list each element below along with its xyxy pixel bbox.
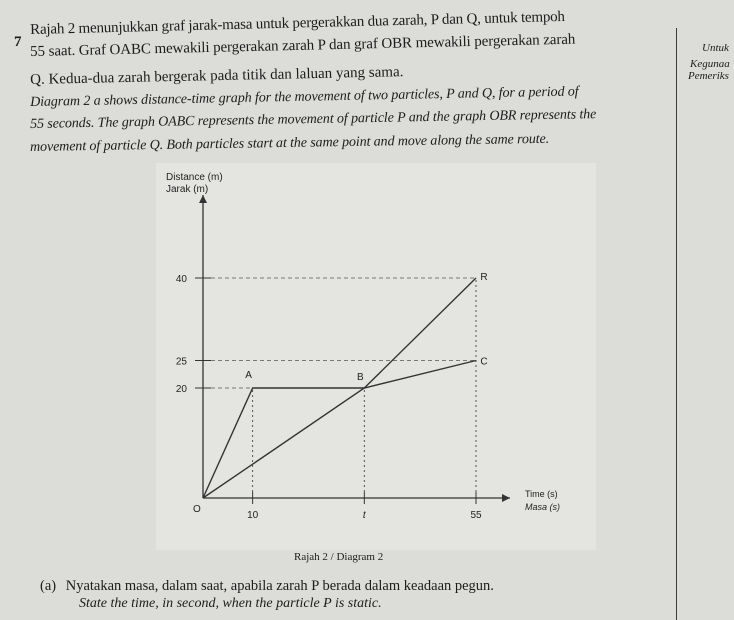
- origin-label: O: [193, 504, 201, 515]
- x-tick-label-55: 55: [470, 510, 482, 521]
- margin-label-untuk: Untuk: [702, 42, 729, 54]
- part-a-english: State the time, in second, when the particle P is static.: [79, 596, 382, 611]
- point-label-A: A: [245, 370, 252, 381]
- y-axis-label-malay: Jarak (m): [166, 184, 209, 195]
- english-line-3: movement of particle Q. Both particles start at the same point and move along the same route.: [30, 131, 550, 155]
- part-a-malay: Nyatakan masa, dalam saat, apabila zarah P berada dalam keadaan pegun.: [65, 578, 494, 594]
- question-number: 7: [14, 34, 22, 50]
- x-axis-label: Time (s): [525, 489, 558, 499]
- part-a-question: [40, 578, 494, 595]
- y-tick-label-25: 25: [175, 356, 187, 368]
- point-label-R: R: [480, 272, 488, 283]
- english-line-1: Diagram 2 a shows distance-time graph for the movement of two particles, P and Q, for a period of: [30, 84, 579, 110]
- point-label-C: C: [480, 356, 488, 368]
- part-a-label: (a): [40, 578, 57, 594]
- x-tick-label-t: t: [362, 510, 366, 521]
- english-line-2: 55 seconds. The graph OABC represents the movement of particle P and the graph OBR represents the: [30, 107, 597, 132]
- y-tick-label-40: 40: [175, 274, 187, 285]
- x-axis-label-malay: Masa (s): [525, 502, 561, 512]
- diagram-caption: Rajah 2 / Diagram 2: [294, 551, 384, 563]
- malay-line-2: 55 saat. Graf OABC mewakili pergerakan zarah P dan graf OBR mewakili pergerakan zarah: [30, 31, 576, 60]
- malay-line-1: Rajah 2 menunjukkan graf jarak-masa untuk pergerakkan dua zarah, P dan Q, untuk tempoh: [30, 8, 565, 38]
- malay-line-3: Q. Kedua-dua zarah bergerak pada titik dan laluan yang sama.: [30, 64, 404, 88]
- y-axis-label: Distance (m): [166, 172, 223, 183]
- y-tick-label-20: 20: [175, 384, 187, 395]
- x-tick-label-10: 10: [247, 510, 259, 521]
- margin-label-kegunaan: Kegunaa: [690, 58, 730, 70]
- margin-label-pemeriksa: Pemeriks: [688, 70, 729, 82]
- point-label-B: B: [356, 372, 364, 383]
